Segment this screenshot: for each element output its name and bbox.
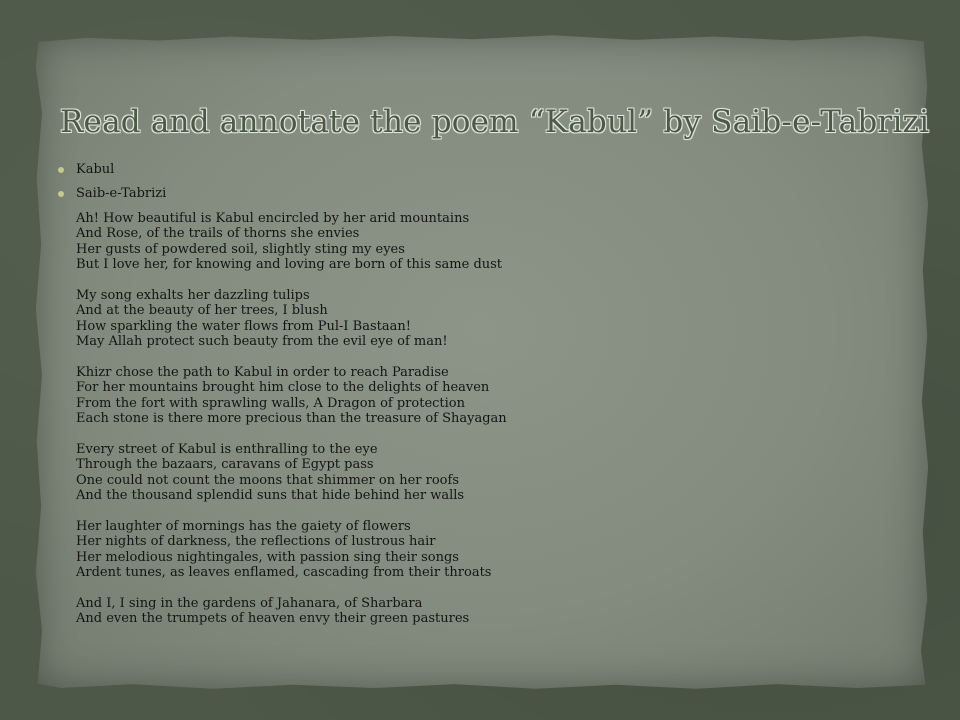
poem-line: Her gusts of powdered soil, slightly sting my eyes	[76, 241, 405, 257]
bullet-item-poem-title	[58, 162, 507, 177]
poem-line: How sparkling the water flows from Pul-I Bastaan!	[76, 318, 411, 334]
stanza	[76, 211, 507, 273]
poem-line: Her nights of darkness, the reflections of lustrous hair	[76, 534, 436, 550]
poem-line: Every street of Kabul is enthralling to the eye	[76, 441, 378, 457]
bullet-dot-icon	[58, 191, 64, 197]
poem-line: My song exhalts her dazzling tulips	[76, 287, 310, 303]
poem-line: Each stone is there more precious than the treasure of Shayagan	[76, 411, 507, 427]
bullet-list	[58, 162, 507, 642]
poem-line: And at the beauty of her trees, I blush	[76, 303, 328, 319]
poem-line: And Rose, of the trails of thorns she envies	[76, 226, 360, 242]
stanza	[76, 365, 507, 427]
poem-line: And the thousand splendid suns that hide behind her walls	[76, 488, 465, 504]
poem-line: May Allah protect such beauty from the evil eye of man!	[76, 334, 448, 350]
bullet-item-author	[58, 186, 507, 626]
bullet-dot-icon	[58, 167, 64, 173]
poem-line: But I love her, for knowing and loving are born of this same dust	[76, 257, 503, 273]
poem-line: One could not count the moons that shimmer on her roofs	[76, 472, 459, 488]
stanza	[76, 442, 507, 504]
stanza	[76, 288, 507, 350]
poem-title-text: Kabul	[76, 162, 115, 177]
slide-title: Read and annotate the poem “Kabul” by Saib-e-Tabrizi	[60, 104, 930, 140]
author-text: Saib-e-Tabrizi	[76, 186, 167, 202]
poem-line: And even the trumpets of heaven envy their green pastures	[76, 611, 470, 627]
poem-line: Her melodious nightingales, with passion sing their songs	[76, 549, 459, 565]
poem-body	[76, 211, 507, 627]
poem-line: Khizr chose the path to Kabul in order to reach Paradise	[76, 364, 449, 380]
poem-line: Her laughter of mornings has the gaiety of flowers	[76, 518, 411, 534]
stanza	[76, 519, 507, 581]
poem-line: Ah! How beautiful is Kabul encircled by her arid mountains	[76, 210, 470, 226]
poem-line: Through the bazaars, caravans of Egypt pass	[76, 457, 374, 473]
poem-line: For her mountains brought him close to the delights of heaven	[76, 380, 490, 396]
poem-line: And I, I sing in the gardens of Jahanara, of Sharbara	[76, 595, 423, 611]
poem-line: Ardent tunes, as leaves enflamed, cascading from their throats	[76, 565, 492, 581]
stanza	[76, 596, 507, 627]
poem-line: From the fort with sprawling walls, A Dragon of protection	[76, 395, 465, 411]
